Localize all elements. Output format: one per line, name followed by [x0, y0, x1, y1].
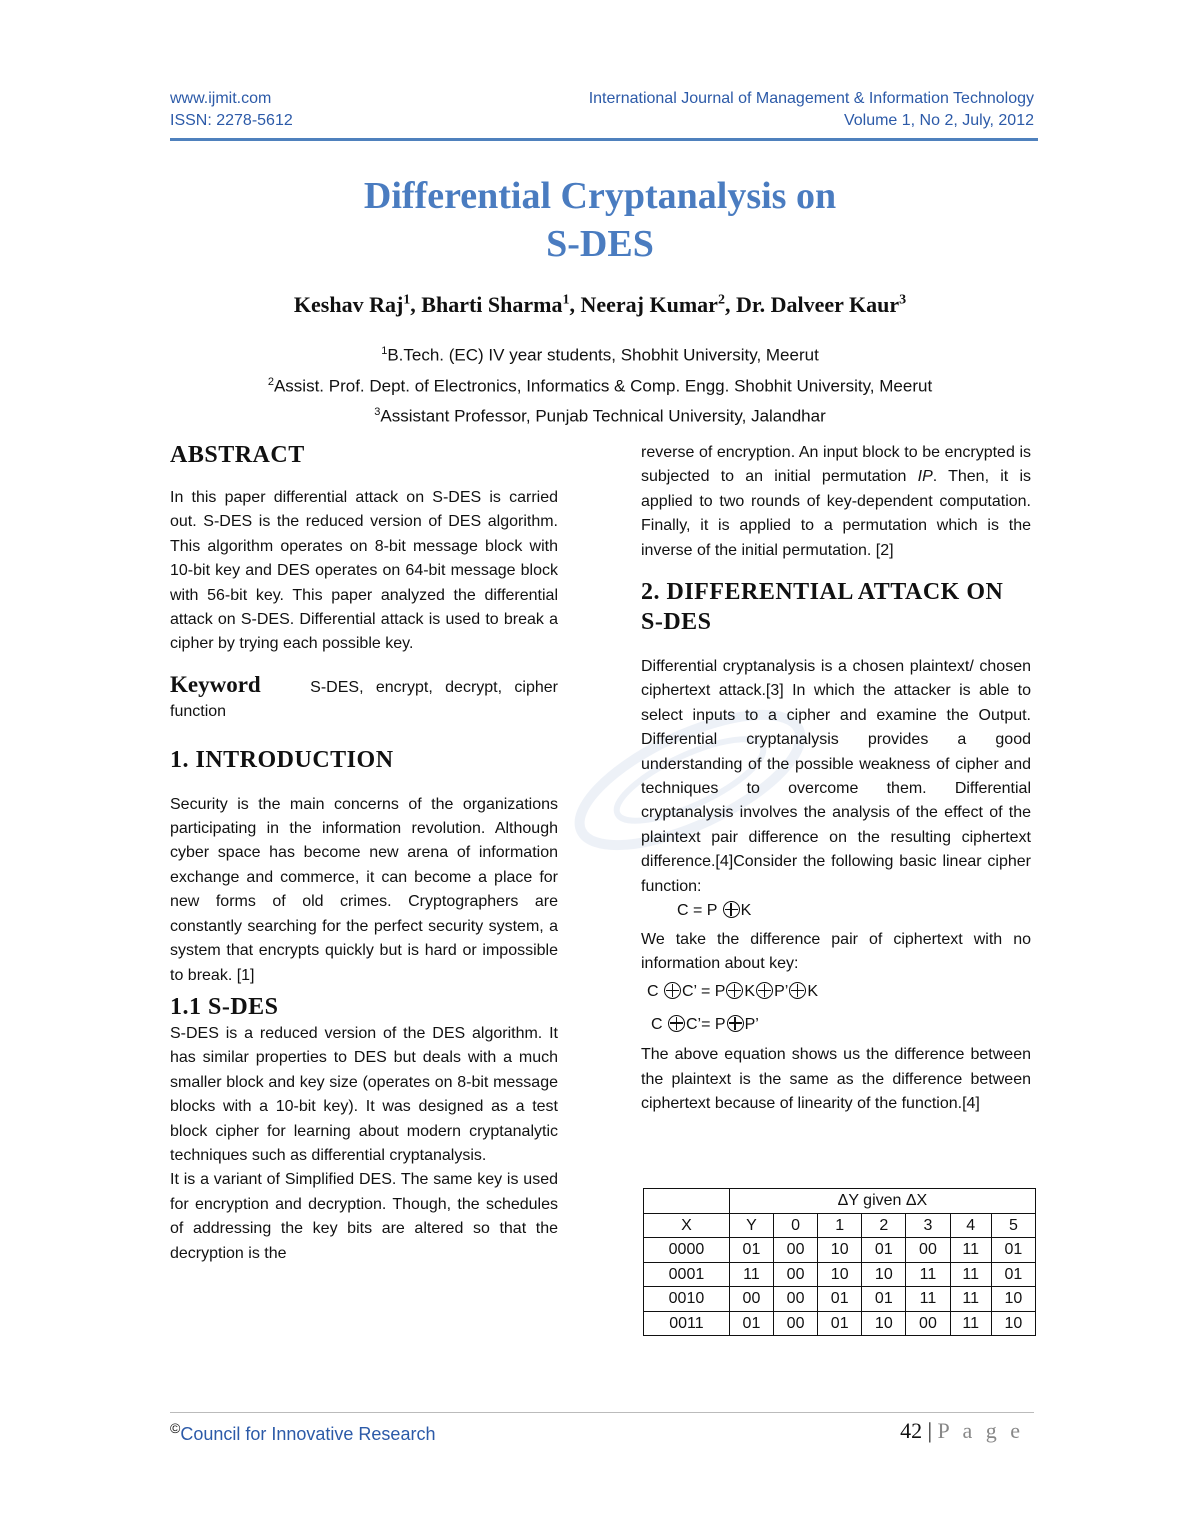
- sdes-paragraph-2-continued: [641, 441, 1031, 563]
- page-word: P a g e: [937, 1418, 1024, 1443]
- abstract-heading: ABSTRACT: [170, 442, 305, 468]
- volume-info: Volume 1, No 2, July, 2012: [843, 112, 1034, 129]
- affil-marker: 3: [374, 406, 381, 419]
- table-cell: 00: [774, 1238, 818, 1263]
- header-right: [589, 88, 1034, 132]
- eq-text: P’: [744, 1015, 759, 1033]
- table-cell: 00: [774, 1311, 818, 1336]
- table-column-header: 1: [818, 1213, 862, 1238]
- table-row: [644, 1311, 1036, 1336]
- sdes-cont-text: . Then, it is applied to two rounds of key-dependent computation. Finally, it is applied to a permutation which is the inverse of the initial permutation. [2]: [641, 468, 1031, 559]
- table-cell: 10: [818, 1238, 862, 1263]
- table-cell: 10: [818, 1262, 862, 1287]
- diff-paragraph-3: The above equation shows us the difference between the plaintext is the same as the difference between ciphertext because of linearity of the function.[4]: [641, 1046, 1031, 1112]
- eq-text: C: [651, 1015, 667, 1033]
- table-cell: [644, 1189, 730, 1214]
- eq-text: C’= P: [686, 1015, 726, 1033]
- diff-paragraph-2: We take the difference pair of ciphertext with no information about key:: [641, 930, 1031, 972]
- table-cell: 00: [906, 1238, 950, 1263]
- table-header-row: [644, 1213, 1036, 1238]
- table-cell: 00: [729, 1287, 773, 1312]
- affiliation-line: [0, 338, 1200, 369]
- paper-title: [0, 172, 1200, 268]
- author-name: Dr. Dalveer Kaur: [735, 292, 900, 317]
- diff-paragraph-1: Differential cryptanalysis is a chosen plaintext/ chosen ciphertext attack.[3] In which the attacker is able to select inputs to a cipher and examine the Output. Differential cryptanalysis provides a good understanding of the possible weakness of cipher and techniques to overcome them. Differential cryptanalysis involves the analysis of the effect of the plaintext pair difference on the resulting ciphertext difference.[4]Consider the following basic linear cipher function:: [641, 658, 1031, 895]
- table-cell: 0010: [644, 1287, 730, 1312]
- affiliation-line: [0, 369, 1200, 400]
- affil-text: Assistant Professor, Punjab Technical University, Jalandhar: [380, 406, 826, 426]
- table-column-header: 5: [991, 1213, 1035, 1238]
- table-column-header: Y: [729, 1213, 773, 1238]
- author-list: [0, 292, 1200, 318]
- author-name: Keshav Raj: [293, 292, 404, 317]
- keyword-text: S-DES, encrypt, decrypt, cipher function: [170, 678, 559, 721]
- table-cell: 10: [862, 1262, 906, 1287]
- table-column-header: 4: [950, 1213, 991, 1238]
- intro-heading: 1. INTRODUCTION: [170, 746, 394, 773]
- table-cell: 11: [950, 1262, 991, 1287]
- author-separator: ,: [410, 292, 422, 317]
- table-cell: 01: [991, 1262, 1035, 1287]
- sdes-heading: 1.1 S-DES: [170, 993, 279, 1020]
- table-cell: 00: [774, 1287, 818, 1312]
- table-row: [644, 1287, 1036, 1312]
- intro-text: Security is the main concerns of the organizations participating in the information revolution. Although cyber space has become new arena of information exchange and commerce, it can become a place for new forms of old crimes. Cryptographers are constantly searching for the perfect security system, a system that encrypts quickly but is hard or impossible to break. [1]: [170, 795, 558, 984]
- author-separator: ,: [724, 292, 736, 317]
- page-number: 42: [900, 1418, 923, 1443]
- table-cell: 11: [950, 1311, 991, 1336]
- table-cell: 0001: [644, 1262, 730, 1287]
- table-cell: 11: [906, 1287, 950, 1312]
- table-cell: 01: [818, 1311, 862, 1336]
- affil-marker: 2: [267, 375, 274, 388]
- journal-name: International Journal of Management & Information Technology: [588, 90, 1034, 107]
- affil-text: B.Tech. (EC) IV year students, Shobhit University, Meerut: [387, 345, 819, 365]
- left-column: [170, 440, 558, 1266]
- ip-symbol: IP: [917, 468, 933, 486]
- header-divider: [170, 138, 1038, 141]
- paper-title-line1: Differential Cryptanalysis on: [363, 175, 837, 217]
- table-column-header: 3: [906, 1213, 950, 1238]
- author-affil-marker: 3: [899, 292, 907, 308]
- footer-org: [170, 1420, 435, 1445]
- table-cell: 01: [729, 1238, 773, 1263]
- table-cell: 11: [950, 1238, 991, 1263]
- xor-icon: [789, 982, 806, 999]
- xor-icon: [726, 982, 743, 999]
- table-cell: 00: [774, 1262, 818, 1287]
- table-group-header: ΔY given ΔX: [729, 1189, 1035, 1214]
- equation-3: [641, 1013, 1031, 1037]
- page-separator: |: [922, 1418, 938, 1443]
- eq-text: C’ = P: [682, 983, 726, 1001]
- author-affil-marker: 2: [717, 292, 725, 308]
- eq-text: P’: [774, 983, 789, 1001]
- footer-org-name: Council for Innovative Research: [180, 1424, 436, 1444]
- xor-icon: [727, 1015, 744, 1032]
- table-column-header: 0: [774, 1213, 818, 1238]
- affiliation-line: [0, 399, 1200, 430]
- copyright-symbol: ©: [170, 1420, 181, 1436]
- table-cell: 0000: [644, 1238, 730, 1263]
- affiliation-list: [0, 338, 1200, 430]
- table-cell: 11: [729, 1262, 773, 1287]
- right-column: [641, 441, 1031, 1116]
- sdes-cont-text: reverse of encryption. An input block to be encrypted is subjected to an initial permutation: [641, 444, 1031, 486]
- table-cell: 11: [906, 1262, 950, 1287]
- author-separator: ,: [569, 292, 581, 317]
- author-name: Neeraj Kumar: [580, 292, 718, 317]
- table-cell: 10: [991, 1311, 1035, 1336]
- footer-page: [900, 1418, 1024, 1444]
- xor-icon: [668, 1015, 685, 1032]
- footer-divider: [170, 1412, 1034, 1413]
- table-cell: 01: [862, 1238, 906, 1263]
- keyword-label: Keyword: [170, 671, 261, 697]
- equation-2: [641, 980, 1031, 1004]
- eq-text: K: [807, 983, 818, 1001]
- journal-website-link[interactable]: www.ijmit.com: [170, 90, 272, 107]
- xor-icon: [664, 982, 681, 999]
- sdes-paragraph-2: It is a variant of Simplified DES. The same key is used for encryption and decryption. Though, the schedules of addressing the key bits are altered so that the decryption is the: [170, 1171, 558, 1262]
- table-column-header: X: [644, 1213, 730, 1238]
- eq-text: K: [740, 902, 752, 920]
- difference-table: [643, 1188, 1036, 1336]
- eq-text: C = P: [677, 902, 722, 920]
- table-cell: 0011: [644, 1311, 730, 1336]
- table-cell: 11: [950, 1287, 991, 1312]
- table-cell: 01: [729, 1311, 773, 1336]
- header-left: [170, 88, 293, 132]
- author-affil-marker: 1: [562, 292, 570, 308]
- table-column-header: 2: [862, 1213, 906, 1238]
- equation-1: [641, 899, 1031, 923]
- table-cell: 01: [862, 1287, 906, 1312]
- sdes-paragraph-1: S-DES is a reduced version of the DES algorithm. It has similar properties to DES but deals with a much smaller block and key size (operates on 8-bit message blocks with a 10-bit key). It was designed as a test block cipher for learning about modern cryptanalytic techniques such as differential cryptanalysis.: [170, 1024, 558, 1164]
- author-affil-marker: 1: [403, 292, 411, 308]
- table-cell: 10: [991, 1287, 1035, 1312]
- diff-attack-heading: 2. DIFFERENTIAL ATTACK ON S-DES: [641, 579, 1004, 636]
- paper-title-line2: S-DES: [546, 223, 654, 265]
- xor-icon: [723, 901, 740, 918]
- affil-text: Assist. Prof. Dept. of Electronics, Informatics & Comp. Engg. Shobhit University, Meerut: [273, 376, 933, 396]
- abstract-text: In this paper differential attack on S-DES is carried out. S-DES is the reduced version of DES algorithm. This algorithm operates on 8-bit message block with 10-bit key and DES operates on 64-bit message block with 56-bit key. This paper analyzed the differential attack on S-DES. Differential attack is used to break a cipher by trying each possible key.: [170, 489, 558, 653]
- table-cell: 01: [991, 1238, 1035, 1263]
- affil-marker: 1: [381, 345, 388, 357]
- table-group-header-row: [644, 1189, 1036, 1214]
- table-cell: 00: [906, 1311, 950, 1336]
- eq-text: C: [647, 983, 663, 1001]
- table-row: [644, 1238, 1036, 1263]
- xor-icon: [756, 982, 773, 999]
- table-cell: 10: [862, 1311, 906, 1336]
- author-name: Bharti Sharma: [421, 292, 563, 317]
- keyword-line: [170, 673, 558, 725]
- table-row: [644, 1262, 1036, 1287]
- eq-text: K: [744, 983, 756, 1001]
- issn-label: ISSN: 2278-5612: [170, 112, 293, 129]
- table-cell: 01: [818, 1287, 862, 1312]
